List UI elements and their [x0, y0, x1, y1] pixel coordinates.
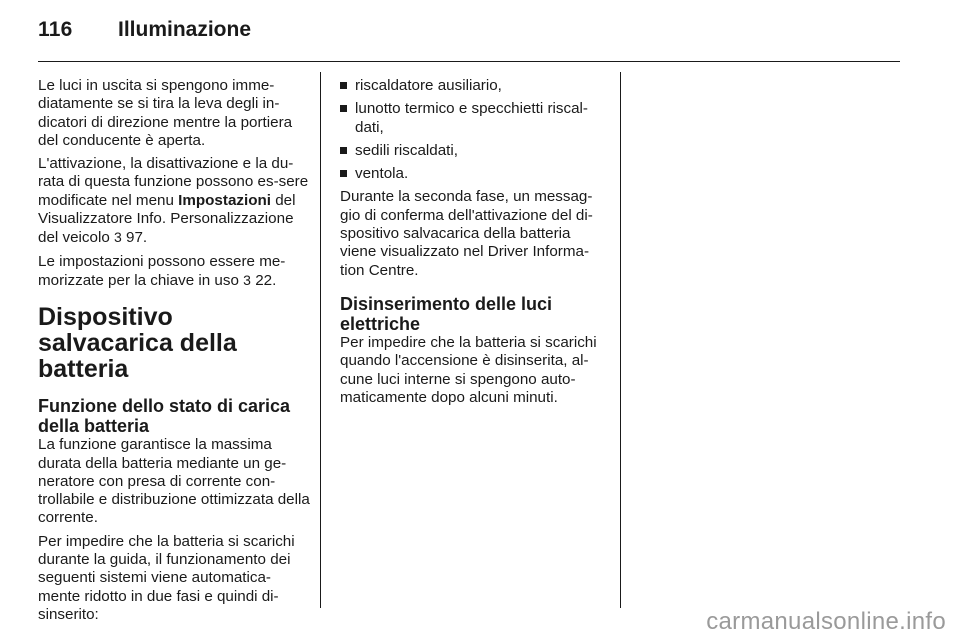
bullet-list [340, 77, 610, 183]
list-item-text: sedili riscaldati, [355, 141, 458, 159]
page-reference[interactable]: 97. [126, 229, 148, 247]
paragraph-exit-lights: Le luci in uscita si spengono imme-diatamente se si tira la leva degli in-dicatori di direzione mentre la portiera del conducente è aperta. [38, 77, 293, 149]
settings-text-start: L'attivazione, la disattivazione e la du-rata di questa funzione possono es-sere modificate nel menu [38, 155, 309, 209]
header-rule [38, 61, 900, 62]
section-title: Illuminazione [118, 18, 252, 41]
page-number: 116 [38, 18, 73, 41]
settings-text-mid: del Visualizzatore Info. Personalizzazione del veicolo [38, 191, 296, 247]
paragraph-second-phase: Durante la seconda fase, un messag-gio di conferma dell'attivazione del di-spositivo salvacarica della batteria viene visualizzato nel Driver Informa-tion Centre. [340, 188, 593, 279]
column-divider-left [320, 72, 321, 608]
bullet-square-icon [340, 147, 347, 154]
heading-battery-saver: Dispositivo salvacarica della batteria [38, 303, 237, 384]
list-item-text: ventola. [355, 165, 409, 183]
column-divider-right [620, 72, 621, 608]
left-column [38, 77, 310, 629]
bullet-square-icon [340, 105, 347, 112]
page-reference[interactable]: 22. [255, 271, 277, 289]
list-item [340, 142, 610, 160]
paragraph-reduced-systems: Per impedire che la batteria si scarichi durante la guida, il funzionamento dei seguenti sistemi viene automatica-mente ridotto in due fasi e quindi di-sinserito: [38, 532, 295, 623]
page-reference-icon: 3 [114, 229, 122, 246]
heading-charge-state: Funzione dello stato di carica della batteria [38, 396, 291, 437]
paragraph-battery-function: La funzione garantisce la massima durata della batteria mediante un ge-neratore con presa di corrente con-trollabile e distribuzione ottimizzata della corrente. [38, 436, 310, 527]
watermark: carmanualsonline.info [706, 608, 946, 635]
bullet-square-icon [340, 82, 347, 89]
page-reference-icon: 3 [243, 271, 251, 288]
paragraph-settings [38, 155, 310, 247]
list-item [340, 100, 610, 137]
paragraph-interior-lights: Per impedire che la batteria si scarichi quando l'accensione è disinserita, al-cune luci interne si spengono auto-maticamente dopo alcuni minuti. [340, 333, 597, 406]
list-item-text: riscaldatore ausiliario, [355, 77, 502, 94]
bullet-square-icon [340, 170, 347, 177]
settings-menu-name: Impostazioni [178, 191, 271, 209]
list-item-text: lunotto termico e specchietti riscal-dati, [355, 100, 588, 136]
middle-column [340, 77, 610, 412]
key-memory-text: Le impostazioni possono essere me-morizzate per la chiave in uso [38, 252, 286, 289]
list-item [340, 77, 610, 95]
paragraph-key-memory [38, 253, 310, 291]
list-item [340, 165, 610, 183]
heading-lights-off: Disinserimento delle luci elettriche [340, 293, 553, 334]
